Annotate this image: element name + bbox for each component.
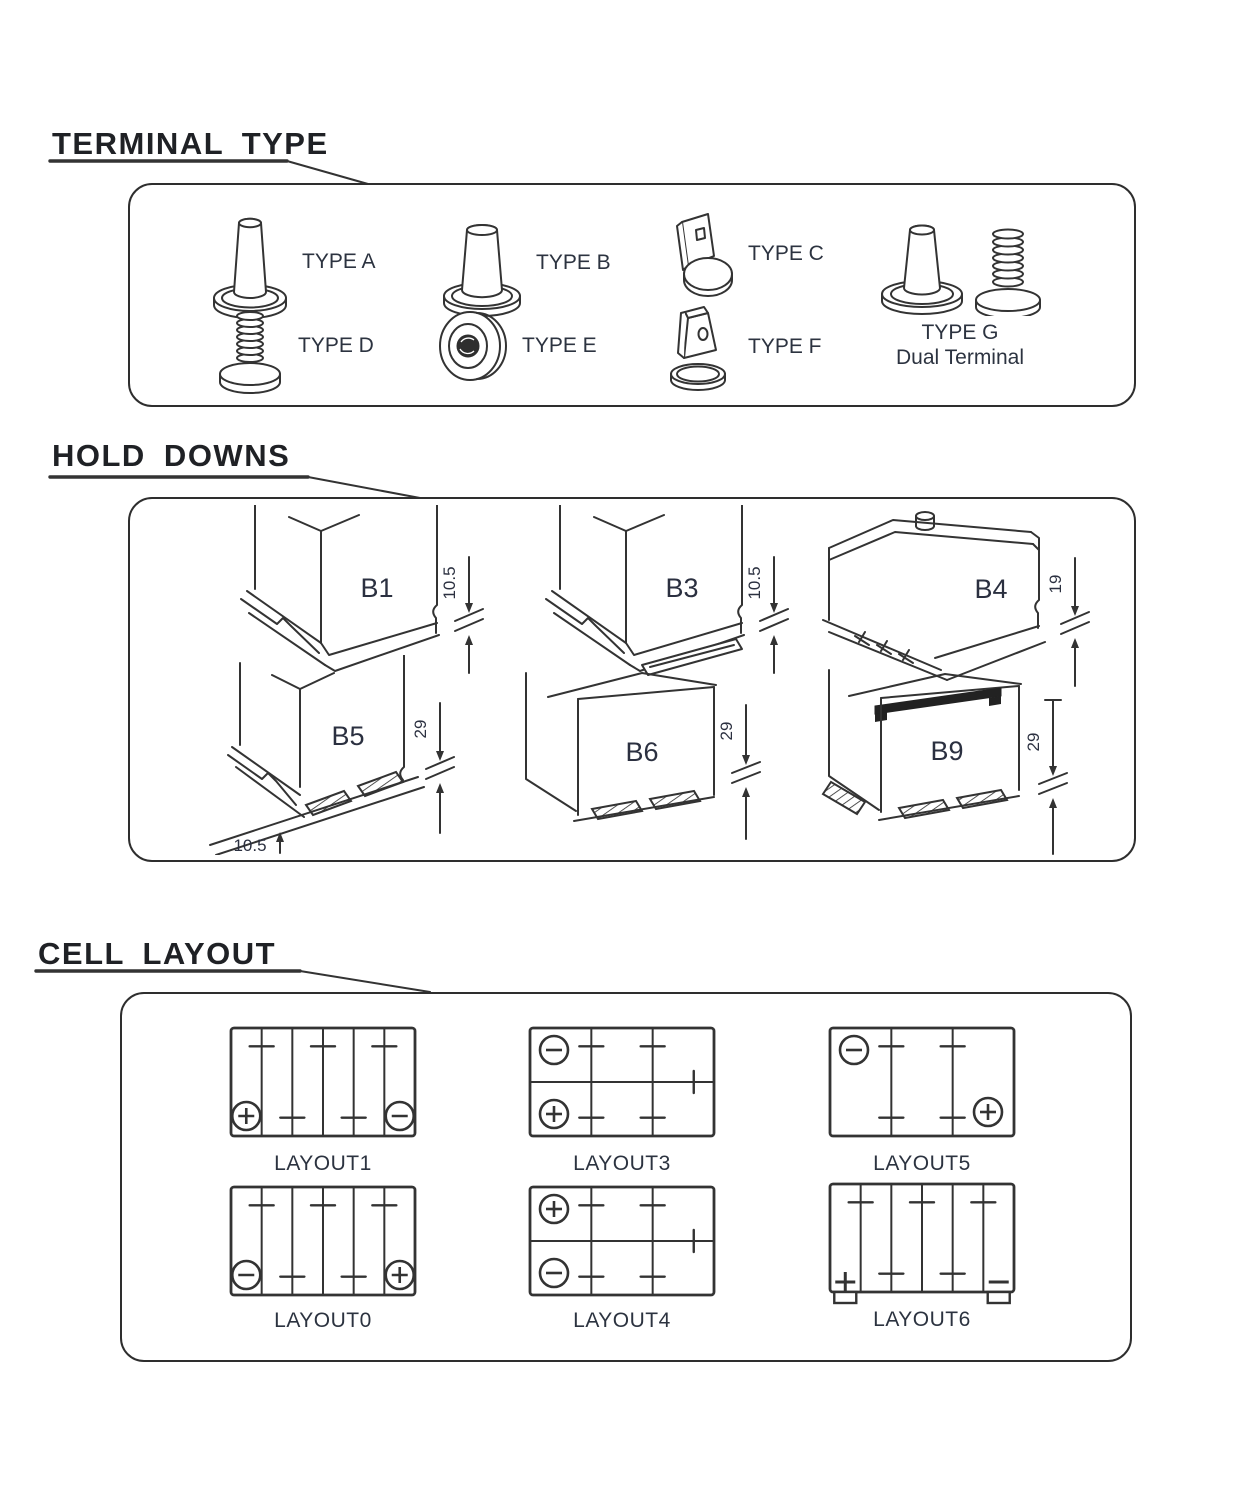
battery-top-view [528, 1026, 716, 1152]
hold-down-b6-diagram [490, 663, 800, 855]
negative-terminal-mark [540, 1259, 568, 1287]
hold-down-b1-dim: 10.5 [440, 566, 459, 600]
dimension-annotation [1024, 700, 1067, 854]
terminal-type-b-label: TYPE B [536, 251, 611, 274]
hold-down-b6-label: B6 [625, 737, 659, 767]
negative-terminal-mark [386, 1102, 414, 1130]
battery-top-view [528, 1185, 716, 1311]
battery-top-view [229, 1185, 417, 1311]
battery-top-view [828, 1182, 1016, 1308]
hold-down-b5-diagram [178, 655, 488, 855]
hold-down-b6-dim: 29 [717, 721, 736, 741]
terminal-type-f [658, 300, 822, 394]
cell-layout-item-layout3 [528, 1026, 716, 1175]
terminal-type-a-label: TYPE A [302, 250, 376, 273]
cell-layout1-diagram [229, 1026, 417, 1152]
positive-terminal-mark [540, 1195, 568, 1223]
terminal-type-e [432, 300, 597, 392]
hold-down-b9-diagram [795, 658, 1105, 858]
hold-down-b3-label: B3 [665, 573, 699, 603]
cell-layout6-diagram [828, 1182, 1016, 1308]
hold-down-b4-dim: 19 [1046, 574, 1065, 594]
dimension-annotation [411, 703, 454, 833]
cell-layout4-label: LAYOUT4 [573, 1309, 671, 1332]
terminal-type-g [870, 218, 1050, 370]
cell-layout-item-layout4 [528, 1185, 716, 1332]
hold-down-b9-dim: 29 [1024, 732, 1043, 752]
hold-down-b5-dim2: 10.5 [233, 836, 267, 855]
negative-terminal-mark [232, 1261, 260, 1289]
terminal-type-d-label: TYPE D [298, 334, 374, 357]
positive-terminal-mark [386, 1261, 414, 1289]
positive-terminal-mark [540, 1100, 568, 1128]
terminal-type-e-label: TYPE E [522, 334, 597, 357]
hold-down-b5-label: B5 [331, 721, 365, 751]
battery-top-view [828, 1026, 1016, 1152]
hold-down-b1-diagram [185, 505, 495, 677]
hold-down-b1-label: B1 [360, 573, 394, 603]
terminal-stud-icon [210, 298, 290, 394]
cell-layout-item-layout5 [828, 1026, 1016, 1175]
hold-down-b5-dim: 29 [411, 719, 430, 739]
positive-terminal-mark [834, 1272, 856, 1303]
stud-threads [237, 312, 263, 362]
cell-layout4-diagram [528, 1185, 716, 1311]
terminal-type-c-label: TYPE C [748, 242, 824, 265]
cell-layout-item-layout0 [229, 1185, 417, 1332]
terminal-type-d [210, 298, 374, 394]
negative-terminal-mark [988, 1282, 1010, 1303]
negative-terminal-mark [840, 1036, 868, 1064]
cell-layout-item-layout1 [229, 1026, 417, 1175]
terminal-block-icon [658, 300, 740, 394]
cell-layout6-label: LAYOUT6 [873, 1308, 971, 1331]
negative-terminal-mark [540, 1036, 568, 1064]
terminal-type-g-label [896, 320, 1024, 370]
terminal-type-g-sublabel: Dual Terminal [896, 346, 1024, 369]
stud-threads [993, 230, 1023, 287]
dimension-annotation [717, 705, 760, 839]
battery-top-view [229, 1026, 417, 1152]
vent-plug [916, 512, 934, 530]
cell-layout3-diagram [528, 1026, 716, 1152]
cell-layout0-diagram [229, 1185, 417, 1311]
cell-layout5-diagram [828, 1026, 1016, 1152]
positive-terminal-mark [232, 1102, 260, 1130]
hold-down-b9-label: B9 [930, 736, 964, 766]
terminal-type-title: TERMINAL TYPE [52, 126, 329, 161]
terminal-type-f-label: TYPE F [748, 335, 822, 358]
positive-terminal-mark [974, 1098, 1002, 1126]
terminal-nut-icon [432, 300, 514, 392]
dimension-annotation [745, 557, 788, 673]
terminal-type-g-name: TYPE G [921, 321, 999, 344]
cell-layout0-label: LAYOUT0 [274, 1309, 372, 1332]
terminal-bracket-icon [660, 204, 740, 304]
cell-layout-item-layout6 [828, 1182, 1016, 1331]
cell-layout1-label: LAYOUT1 [274, 1152, 372, 1175]
cell-layout5-label: LAYOUT5 [873, 1152, 971, 1175]
hold-downs-title: HOLD DOWNS [52, 438, 291, 473]
cell-layout-title: CELL LAYOUT [38, 936, 277, 971]
terminal-dual-icon [870, 218, 1050, 316]
hold-down-b3-dim: 10.5 [745, 566, 764, 600]
hold-down-b4-label: B4 [974, 574, 1008, 604]
terminal-type-c [660, 204, 824, 304]
hold-down-b3-diagram [490, 505, 800, 677]
cell-layout3-label: LAYOUT3 [573, 1152, 671, 1175]
